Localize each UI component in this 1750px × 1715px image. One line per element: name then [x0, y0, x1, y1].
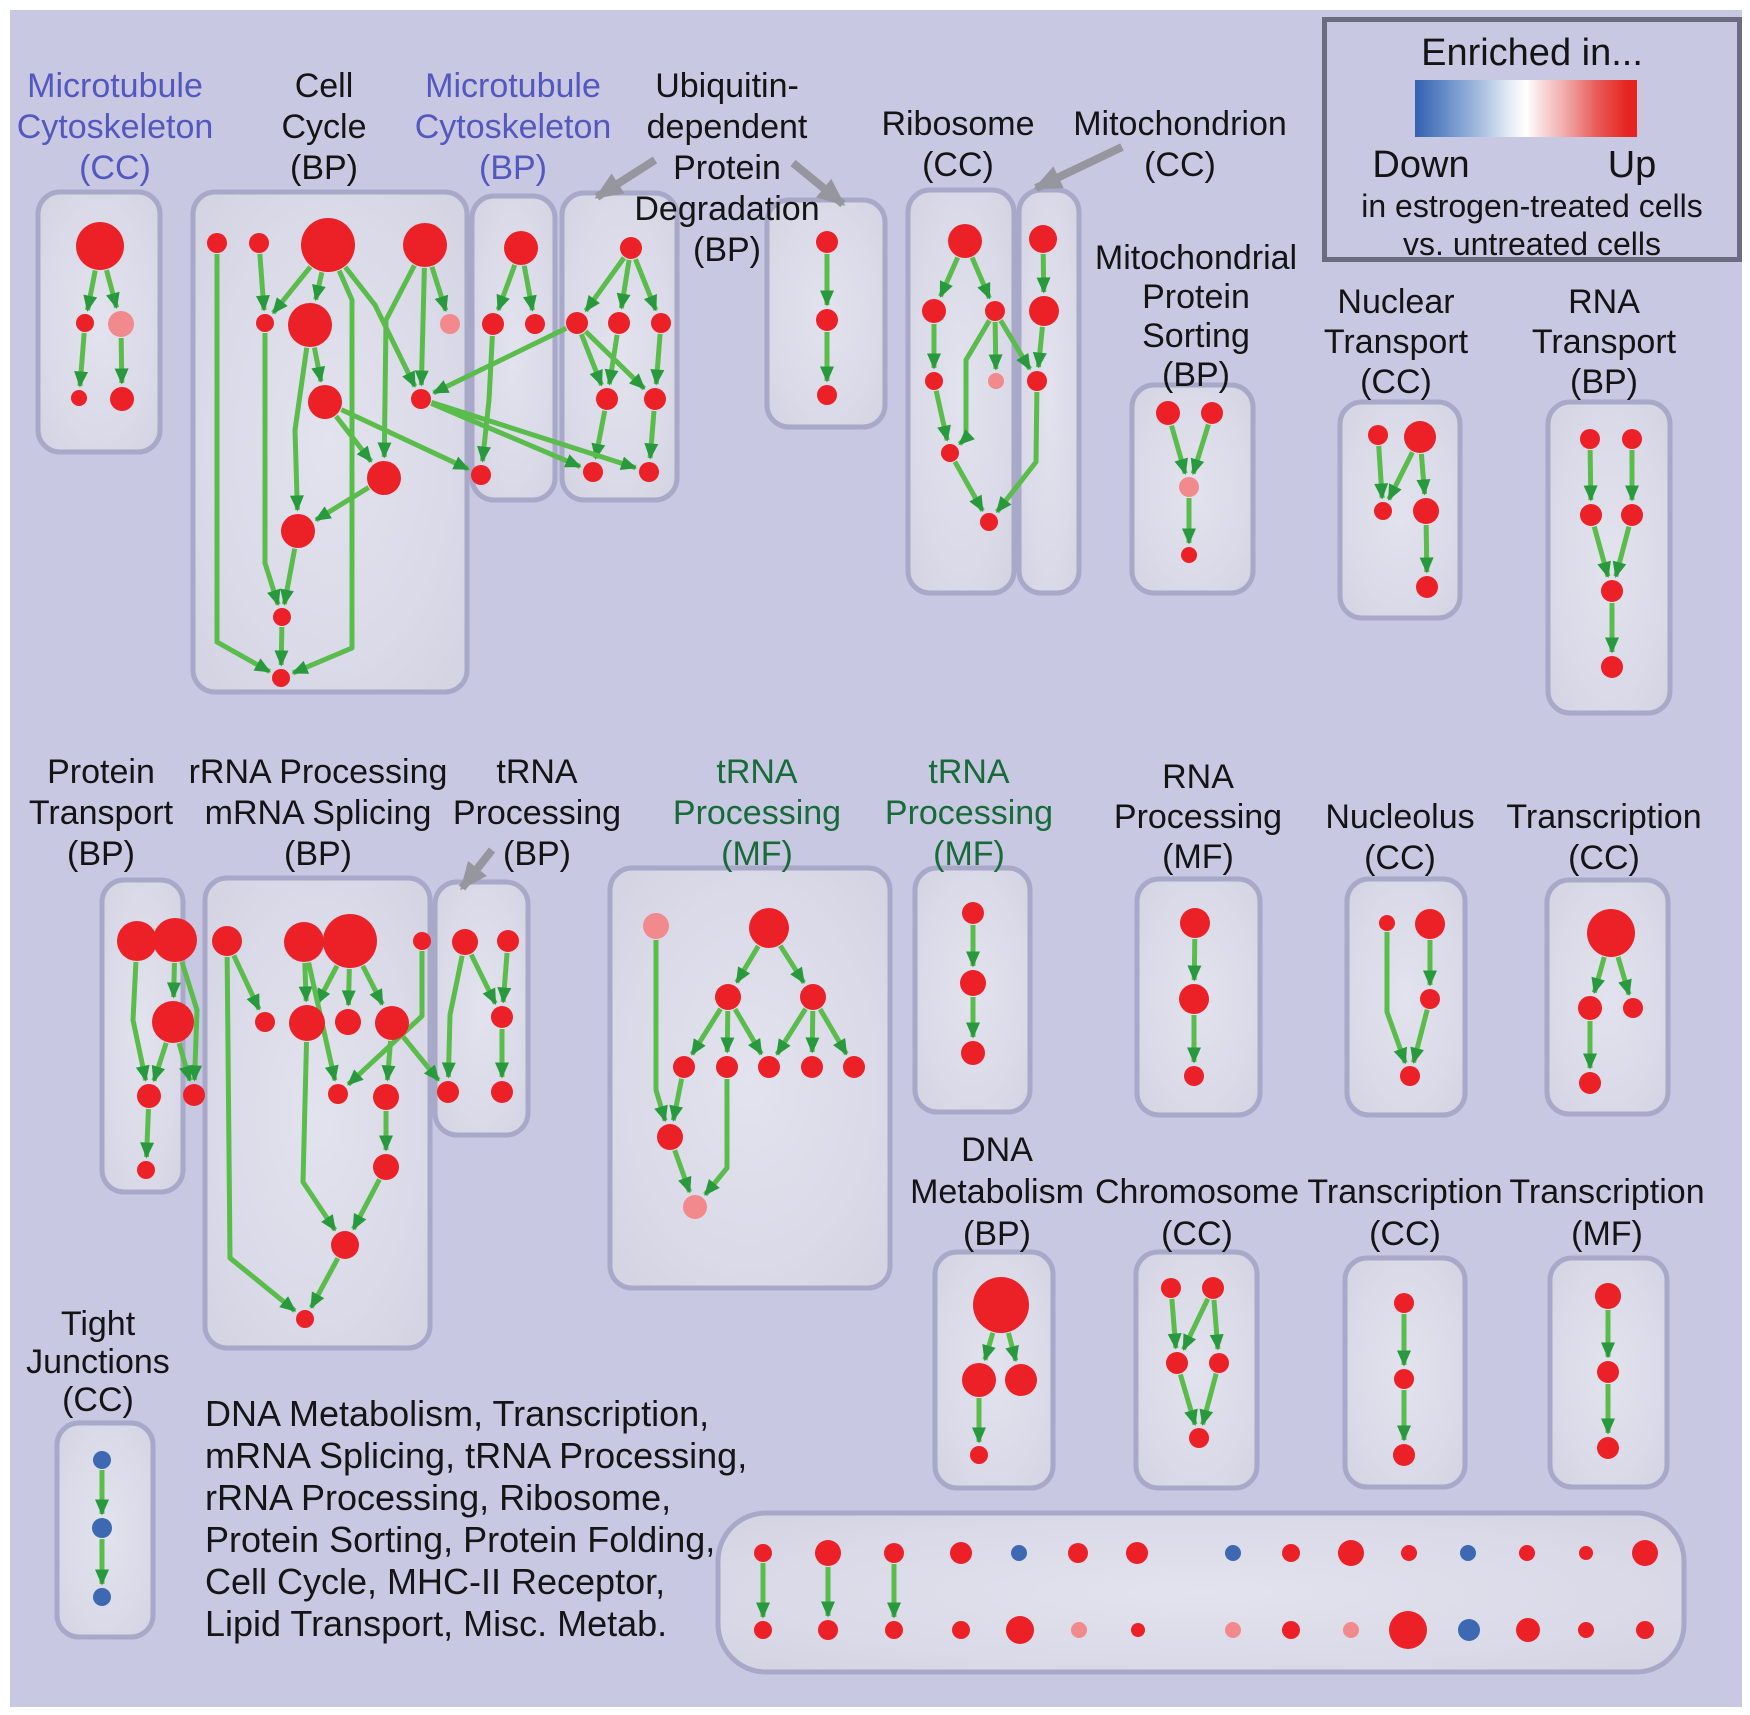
- node-rnaTrans-s6: [1601, 656, 1623, 678]
- cluster-label-tightJ: (CC): [62, 1381, 134, 1419]
- node-tmfBig-f10: [657, 1124, 683, 1150]
- node-rnaTrans-s3: [1580, 504, 1602, 526]
- node-miscBox-mt15: [1632, 1540, 1658, 1566]
- edge-t4-t6: [147, 1109, 149, 1157]
- node-miscBox-mb12: [1458, 1619, 1480, 1641]
- edge-q1-q3: [1379, 446, 1382, 498]
- node-ubiq1-u5: [596, 388, 618, 410]
- note-line: mRNA Splicing, tRNA Processing,: [205, 1435, 748, 1476]
- node-nucTrans-q4: [1413, 498, 1439, 524]
- label-pointer-arrow: [1036, 147, 1122, 188]
- cluster-box-miscBox: [718, 1513, 1684, 1672]
- node-microCC-a1: [76, 222, 124, 270]
- cluster-label-nucleolus: Nucleolus: [1325, 798, 1475, 836]
- cluster-label-chromosome: Chromosome: [1094, 1173, 1300, 1211]
- node-transMF-y2: [1597, 1361, 1619, 1383]
- node-protTrans-t1: [117, 921, 157, 961]
- cluster-label-dnaMet: (BP): [963, 1215, 1031, 1253]
- node-ubiq1-u1: [620, 237, 642, 259]
- node-miscBox-mt11: [1401, 1545, 1417, 1561]
- node-rrna-g1: [212, 926, 242, 956]
- node-ubiq1-u2: [566, 312, 588, 334]
- edge-f4-f8: [812, 1011, 813, 1052]
- node-microCC-a2: [76, 314, 94, 332]
- node-microCC-a4: [71, 390, 87, 406]
- node-nucTrans-q1: [1368, 425, 1388, 445]
- node-tmfBig-f1: [643, 913, 669, 939]
- edge-n12-n13: [281, 627, 282, 665]
- cluster-label-rnaProc: RNA: [1162, 758, 1234, 796]
- cluster-label-cellCycle: Cycle: [281, 108, 367, 146]
- node-ribosome-r5: [988, 373, 1004, 389]
- cluster-label-tightJ: Junctions: [26, 1343, 170, 1381]
- cluster-label-microCC: Cytoskeleton: [16, 108, 214, 146]
- cluster-label-mito: (CC): [1144, 146, 1216, 184]
- node-ubiq1-u7: [583, 462, 603, 482]
- node-nucleolus-k3: [1420, 989, 1440, 1009]
- note-line: Cell Cycle, MHC-II Receptor,: [205, 1561, 666, 1602]
- node-chromosome-c3: [1166, 1352, 1188, 1374]
- cluster-label-ribosome: Ribosome: [881, 105, 1035, 143]
- cluster-label-rnaTrans: RNA: [1568, 283, 1640, 321]
- node-transCCmid-l1: [1587, 909, 1635, 957]
- node-dnaMet-d4: [970, 1446, 988, 1464]
- node-cellCycle-n10: [367, 461, 401, 495]
- node-cellCycle-n8: [308, 385, 342, 419]
- node-rnaProc-j3: [1184, 1066, 1204, 1086]
- node-cellCycle-n4: [403, 223, 447, 267]
- node-chromosome-c1: [1161, 1278, 1181, 1298]
- node-tmfBig-f8: [801, 1056, 823, 1078]
- node-chromosome-c4: [1209, 1353, 1229, 1373]
- edge-n4-n9: [421, 268, 424, 385]
- legend-up-label: Up: [1607, 144, 1657, 186]
- node-ribosome-r1: [948, 224, 982, 258]
- cluster-label-transCCmid: (CC): [1568, 839, 1640, 877]
- node-rnaTrans-s5: [1601, 580, 1623, 602]
- node-miscBox-mb8: [1225, 1622, 1241, 1638]
- node-miscBox-mt4: [950, 1542, 972, 1564]
- edge-w1-w2: [1043, 254, 1044, 292]
- edge-q2-q4: [1421, 454, 1424, 494]
- node-tightJ-z1: [93, 1451, 111, 1469]
- cluster-label-rrna: mRNA Splicing: [204, 794, 432, 832]
- node-protTrans-t4: [137, 1084, 161, 1108]
- note-line: rRNA Processing, Ribosome,: [205, 1477, 672, 1518]
- cluster-label-transCCbot: (CC): [1369, 1215, 1441, 1253]
- node-rrna-g6: [289, 1005, 325, 1041]
- node-tbp-b4: [437, 1081, 459, 1103]
- node-tmfBig-f7: [758, 1056, 780, 1078]
- node-rnaTrans-s2: [1622, 429, 1642, 449]
- node-ubiq1-u8: [639, 462, 659, 482]
- cluster-label-microBP: Cytoskeleton: [414, 108, 612, 146]
- node-nucleolus-k2: [1415, 909, 1445, 939]
- cluster-label-ubiq1: Protein: [673, 149, 781, 187]
- node-tbp-b1: [452, 929, 478, 955]
- node-cellCycle-n1: [207, 233, 227, 253]
- node-miscBox-mb14: [1578, 1622, 1594, 1638]
- node-tmfSmall-h2: [960, 970, 986, 996]
- cluster-label-tmfSmall: (MF): [933, 835, 1005, 873]
- node-microBP-m1: [504, 231, 538, 265]
- cluster-label-chromosome: (CC): [1161, 1215, 1233, 1253]
- node-rrna-g4: [413, 932, 431, 950]
- cluster-label-transMF: (MF): [1571, 1215, 1643, 1253]
- node-protTrans-t5: [183, 1084, 205, 1106]
- cluster-label-ubiq1: Ubiquitin-: [655, 67, 799, 105]
- cluster-label-tmfSmall: Processing: [884, 794, 1054, 832]
- node-nucTrans-q5: [1416, 576, 1438, 598]
- legend-title: Enriched in...: [1421, 32, 1643, 74]
- node-tbp-b2: [497, 930, 519, 952]
- node-transMF-y3: [1597, 1437, 1619, 1459]
- legend-subtitle-line1: in estrogen-treated cells: [1361, 188, 1703, 224]
- node-ribosome-r6: [941, 444, 959, 462]
- cluster-label-transMF: Transcription: [1509, 1173, 1705, 1211]
- node-cellCycle-n5: [256, 314, 274, 332]
- cluster-label-nucTrans: Transport: [1323, 323, 1469, 361]
- node-ubiq2-v3: [817, 385, 837, 405]
- cluster-label-mps: Mitochondrial: [1094, 239, 1298, 277]
- node-cellCycle-n13: [272, 669, 290, 687]
- cluster-label-tmfSmall: tRNA: [928, 753, 1010, 791]
- category-note: [205, 1393, 747, 1645]
- cluster-label-nucleolus: (CC): [1364, 839, 1436, 877]
- cluster-label-nucTrans: Nuclear: [1337, 283, 1455, 321]
- cluster-label-microBP: Microtubule: [425, 67, 601, 105]
- node-microBP-m3: [525, 314, 545, 334]
- cluster-label-protTrans: (BP): [67, 835, 135, 873]
- node-ubiq1-u3: [608, 312, 630, 334]
- node-cellCycle-n9: [411, 389, 431, 409]
- node-miscBox-mt7: [1126, 1542, 1148, 1564]
- cluster-label-ubiq1: (BP): [693, 231, 761, 269]
- cluster-label-rnaTrans: Transport: [1531, 323, 1677, 361]
- node-ribosome-r2: [922, 299, 946, 323]
- cluster-label-dnaMet: Metabolism: [910, 1173, 1084, 1211]
- node-transCCmid-l2: [1578, 996, 1602, 1020]
- cluster-label-cellCycle: Cell: [294, 67, 354, 105]
- edge-f3-f6: [727, 1011, 728, 1052]
- edge-j1-j2: [1194, 939, 1195, 980]
- node-ubiq1-u6: [644, 388, 666, 410]
- legend-box: [1322, 17, 1742, 262]
- note-line: Protein Sorting, Protein Folding,: [205, 1519, 716, 1560]
- node-tmfSmall-h3: [961, 1041, 985, 1065]
- node-miscBox-mb13: [1516, 1618, 1540, 1642]
- node-transCCmid-l3: [1623, 998, 1643, 1018]
- node-tmfBig-f2: [749, 908, 789, 948]
- note-line: DNA Metabolism, Transcription,: [205, 1393, 710, 1434]
- node-rrna-g7: [335, 1009, 361, 1035]
- node-ribosome-r3: [985, 301, 1005, 321]
- node-rrna-g13: [296, 1310, 314, 1328]
- cluster-label-tbp: (BP): [503, 835, 571, 873]
- node-rnaTrans-s1: [1580, 429, 1600, 449]
- node-cellCycle-n6: [288, 303, 332, 347]
- edge-g2-g6: [305, 963, 306, 1001]
- note-line: Lipid Transport, Misc. Metab.: [205, 1603, 668, 1644]
- node-rrna-g2: [284, 922, 324, 962]
- node-tbp-b5: [491, 1081, 513, 1103]
- node-miscBox-mb5: [1006, 1616, 1034, 1644]
- node-transCCbot-x3: [1393, 1444, 1415, 1466]
- edge-g8-g10: [387, 1041, 390, 1080]
- node-rrna-g5: [255, 1012, 275, 1032]
- node-protTrans-t3: [152, 1001, 194, 1043]
- cluster-label-tbp: Processing: [452, 794, 622, 832]
- cluster-label-tmfBig: tRNA: [716, 753, 798, 791]
- node-miscBox-mt5: [1011, 1545, 1027, 1561]
- node-transCCmid-l4: [1579, 1072, 1601, 1094]
- legend-down-label: Down: [1372, 144, 1470, 186]
- node-microBP-m2: [482, 313, 504, 335]
- node-tightJ-z2: [92, 1518, 112, 1538]
- cluster-label-nucTrans: (CC): [1360, 363, 1432, 401]
- node-rrna-g12: [331, 1231, 359, 1259]
- node-nucTrans-q3: [1374, 502, 1392, 520]
- node-transCCbot-x1: [1394, 1293, 1414, 1313]
- node-miscBox-mb15: [1636, 1621, 1654, 1639]
- node-rrna-g3: [323, 914, 377, 968]
- node-nucleolus-k1: [1379, 915, 1395, 931]
- cluster-label-rrna: (BP): [284, 835, 352, 873]
- node-miscBox-mb3: [885, 1621, 903, 1639]
- cluster-label-protTrans: Transport: [28, 794, 174, 832]
- node-cellCycle-n11: [281, 514, 315, 548]
- cluster-label-ubiq1: dependent: [646, 108, 808, 146]
- node-miscBox-mt8: [1225, 1545, 1241, 1561]
- node-miscBox-mt6: [1068, 1543, 1088, 1563]
- node-microCC-a5: [110, 387, 134, 411]
- node-rnaProc-j2: [1179, 984, 1209, 1014]
- node-miscBox-mb2: [818, 1620, 838, 1640]
- node-nucleolus-k4: [1400, 1066, 1420, 1086]
- node-mito-w2: [1029, 296, 1059, 326]
- node-rrna-g10: [373, 1084, 399, 1110]
- node-tmfBig-f9: [843, 1056, 865, 1078]
- node-miscBox-mb4: [952, 1621, 970, 1639]
- cluster-label-cellCycle: (BP): [290, 149, 358, 187]
- edge-q4-q5: [1426, 525, 1427, 572]
- node-rrna-g11: [373, 1154, 399, 1180]
- cluster-label-rnaTrans: (BP): [1570, 363, 1638, 401]
- node-tmfBig-f6: [716, 1056, 738, 1078]
- node-tbp-b3: [491, 1006, 513, 1028]
- node-mito-w3: [1027, 371, 1047, 391]
- cluster-label-ribosome: (CC): [922, 146, 994, 184]
- node-cellCycle-n12: [273, 608, 291, 626]
- node-tmfBig-f3: [715, 984, 741, 1010]
- node-miscBox-mt10: [1338, 1540, 1364, 1566]
- node-rrna-g9: [328, 1084, 348, 1104]
- node-microCC-a3: [108, 311, 134, 337]
- legend-gradient-bar: [1415, 80, 1637, 137]
- node-ubiq1-u4: [651, 313, 671, 333]
- node-rnaTrans-s4: [1621, 504, 1643, 526]
- node-miscBox-mb10: [1343, 1622, 1359, 1638]
- node-cellCycle-n2: [249, 233, 269, 253]
- node-dnaMet-d2: [962, 1363, 996, 1397]
- cluster-label-tightJ: Tight: [60, 1305, 136, 1343]
- node-mps-p3: [1179, 477, 1199, 497]
- cluster-box-chromosome: [1136, 1252, 1257, 1488]
- node-tmfBig-f4: [800, 984, 826, 1010]
- node-nucTrans-q2: [1404, 421, 1436, 453]
- node-miscBox-mb7: [1131, 1623, 1145, 1637]
- edge-a3-a5: [121, 338, 122, 383]
- node-rnaProc-j1: [1180, 908, 1210, 938]
- cluster-label-transCCmid: Transcription: [1506, 798, 1702, 836]
- cluster-box-nucTrans: [1340, 402, 1460, 618]
- node-protTrans-t2: [153, 918, 197, 962]
- cluster-label-dnaMet: DNA: [961, 1131, 1033, 1169]
- node-ribosome-r7: [980, 513, 998, 531]
- node-miscBox-mt2: [815, 1540, 841, 1566]
- legend-subtitle-line2: vs. untreated cells: [1403, 226, 1661, 262]
- node-miscBox-mt3: [884, 1543, 904, 1563]
- edge-s1-s3: [1590, 450, 1591, 500]
- node-miscBox-mt12: [1460, 1545, 1476, 1561]
- cluster-label-microCC: (CC): [79, 149, 151, 187]
- cluster-label-rnaProc: (MF): [1162, 838, 1234, 876]
- cluster-label-rnaProc: Processing: [1113, 798, 1283, 836]
- node-microBP-m4: [471, 465, 491, 485]
- node-protTrans-t6: [137, 1161, 155, 1179]
- cluster-label-tmfBig: (MF): [721, 835, 793, 873]
- cluster-label-mps: (BP): [1162, 356, 1230, 394]
- node-dnaMet-d1: [973, 1277, 1029, 1333]
- cluster-label-transCCbot: Transcription: [1307, 1173, 1503, 1211]
- node-mps-p2: [1201, 402, 1223, 424]
- edge-r3-r5: [995, 322, 996, 369]
- node-rrna-g8: [375, 1006, 409, 1040]
- node-tmfBig-f5: [673, 1056, 695, 1078]
- node-ribosome-r4: [925, 372, 943, 390]
- node-tmfBig-f11: [683, 1195, 707, 1219]
- node-mps-p4: [1181, 547, 1197, 563]
- node-cellCycle-n3: [301, 218, 355, 272]
- node-dnaMet-d3: [1005, 1364, 1037, 1396]
- node-ubiq2-v2: [816, 309, 838, 331]
- cluster-label-microCC: Microtubule: [27, 67, 203, 105]
- cluster-label-tbp: tRNA: [496, 753, 578, 791]
- node-miscBox-mt9: [1282, 1544, 1300, 1562]
- node-miscBox-mt13: [1519, 1545, 1535, 1561]
- node-miscBox-mb6: [1071, 1622, 1087, 1638]
- cluster-label-microBP: (BP): [479, 149, 547, 187]
- node-chromosome-c2: [1202, 1277, 1224, 1299]
- cluster-label-protTrans: Protein: [47, 753, 155, 791]
- node-miscBox-mt14: [1579, 1546, 1593, 1560]
- cluster-label-mito: Mitochondrion: [1073, 105, 1287, 143]
- cluster-label-rrna: rRNA Processing: [188, 753, 448, 791]
- cluster-label-ubiq1: Degradation: [634, 190, 820, 228]
- node-mps-p1: [1156, 401, 1180, 425]
- cluster-label-mps: Protein: [1142, 278, 1250, 316]
- node-transMF-y1: [1595, 1283, 1621, 1309]
- edge-g3-g7: [348, 969, 349, 1005]
- node-miscBox-mb9: [1282, 1621, 1300, 1639]
- node-transCCbot-x2: [1394, 1369, 1414, 1389]
- cluster-label-tmfBig: Processing: [672, 794, 842, 832]
- node-chromosome-c5: [1189, 1428, 1209, 1448]
- node-miscBox-mb11: [1389, 1611, 1427, 1649]
- node-miscBox-mt1: [754, 1544, 772, 1562]
- node-cellCycle-n7: [440, 314, 460, 334]
- edge-t2-t3: [174, 963, 175, 997]
- node-mito-w1: [1029, 225, 1057, 253]
- node-tightJ-z3: [93, 1588, 111, 1606]
- node-miscBox-mb1: [754, 1621, 772, 1639]
- node-ubiq2-v1: [816, 231, 838, 253]
- cluster-label-mps: Sorting: [1142, 317, 1250, 355]
- node-tmfSmall-h1: [962, 902, 984, 924]
